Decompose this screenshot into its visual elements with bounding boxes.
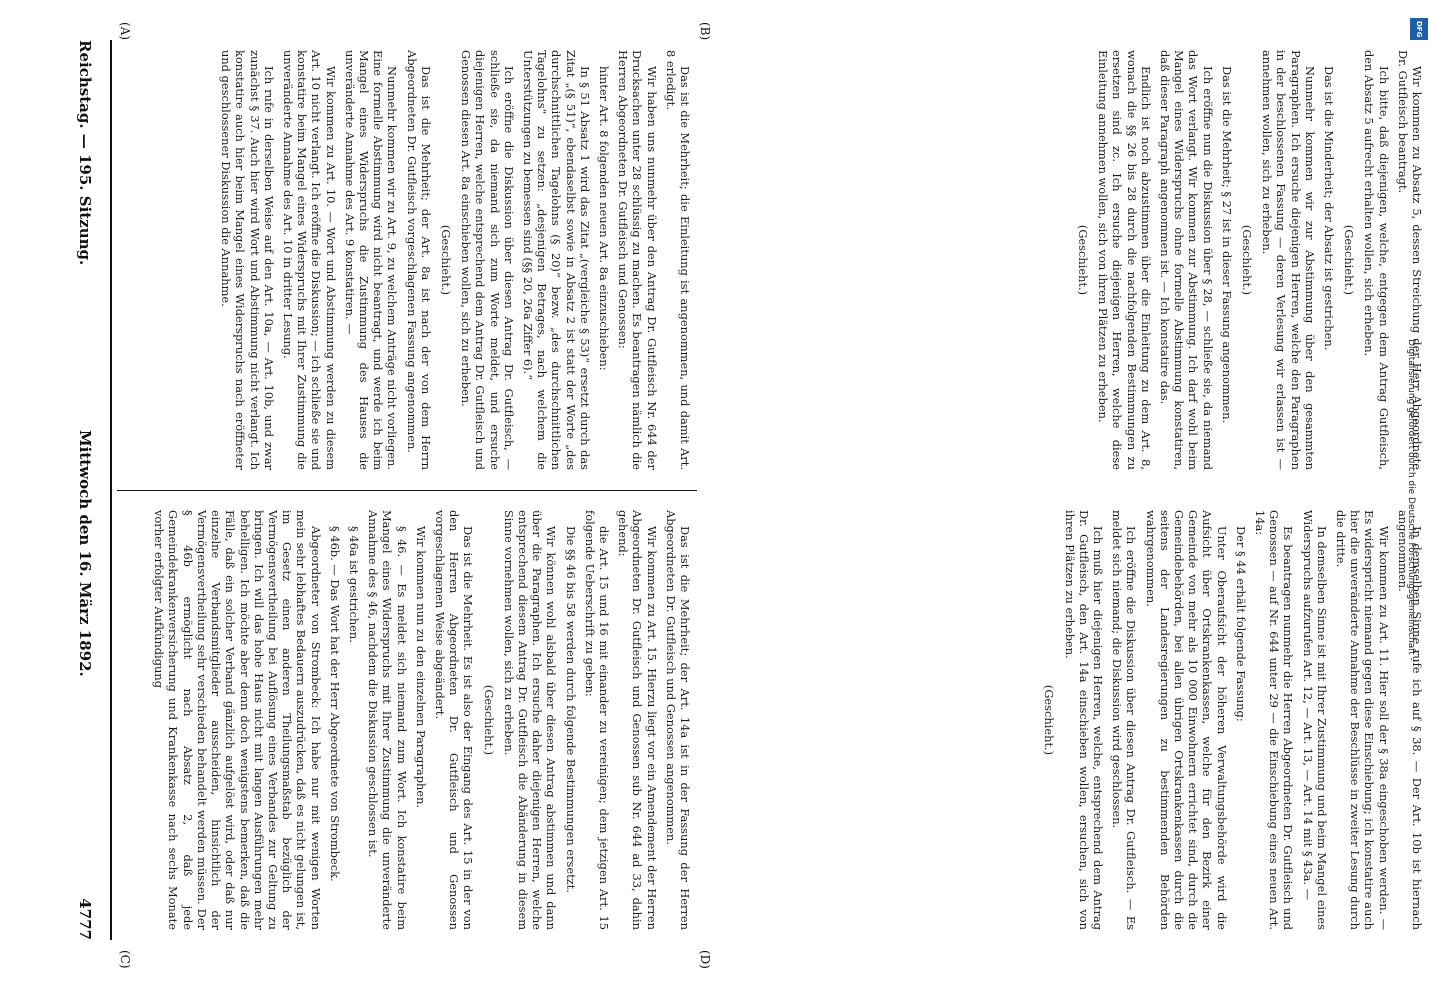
paragraph: (Geschieht.)	[1239, 224, 1254, 296]
paragraph: Wir kommen zu Art. 11. Hier soll der § 38a eingeschoben werden. — Es widerspricht niemand gegen diese Einschiebung; ich konstatire auch hier die unveränderte Annahme der Beschlüsse in zweiter Lesung durch die dritte.	[1333, 510, 1391, 930]
right-column-top	[704, 510, 1424, 930]
margin-mark-c: (C)	[118, 950, 132, 969]
paragraph: Wir haben uns nunmehr über den Antrag Dr. Gutfleisch Nr. 644 der Drucksachen unter 28 schlüssig zu machen. Es beantragen nämlich die Herren Abgeordneten Dr. Gutfleisch und Genossen:	[616, 50, 659, 470]
paragraph: Wir können wohl alsbald über diesen Antrag abstimmen und dann über die Paragraphen. Ich ersuche daher diejenigen Herren, welche entsprechend diesem Antrag Dr. Gutfleisch die Abänderung in diesem Sinne vornehmen wollen, sich zu erheben.	[501, 510, 559, 930]
paragraph: Wir kommen zu Absatz 5, dessen Streichung der Herr Abgeordnete Dr. Gutfleisch beantragt.	[1395, 50, 1424, 470]
paragraph: Abgeordneter von Strombeck: Ich habe nur mit wenigen Worten mein sehr lebhaftes Bedauern auszudrücken, daß es nicht gelungen ist, im Gesetz einen anderen Theilungsmaßstab bezüglich der Vermögensvertheilung bei Auflösung eines Verbandes zur Geltung zu bringen. Ich will das hohe Haus nicht mit langen Ausführungen mehr behelligen. Ich möchte aber denn doch wenigstens bemerken, daß die Fälle, daß ein solcher Verband gänzlich aufgelöst wird, oder daß nur einzelne Verbandsmitglieder ausscheiden, hinsichtlich der Vermögensvertheilung sehr verschieden behandelt werden müssen. Der § 46b ermöglicht nach Absatz 2, daß jede Gemeindekrankenversicherung und Krankenkasse nach sechs Monate vorher erfolgter Aufkündigung	[152, 510, 323, 930]
paragraph: Ich bitte, daß diejenigen, welche, entgegen dem Antrag Gutfleisch, den Absatz 5 aufrecht erhalten wollen, sich erheben.	[1362, 50, 1391, 470]
paragraph: Endlich ist noch abzustimmen über die Einleitung zu dem Art. 8, wonach die §§ 26 bis 28 durch die nachfolgenden Bestimmungen zu ersetzen sind zc. Ich ersuche diejenigen Herren, welche diese Einleitung annehmen wollen, sich von ihren Plätzen zu erheben.	[1096, 50, 1153, 470]
paragraph: Ich eröffne nun die Diskussion über § 28, — schließe sie, da niemand das Wort verlangt. Wir kommen zur Abstimmung. Ich darf wohl beim Mangel eines Widerspruchs ohne formelle Abstimmung konstatiren, daß dieser Paragraph angenommen ist. — Ich konstatire das.	[1157, 50, 1215, 470]
left-column-top	[704, 50, 1424, 470]
paragraph: Ich muß hier diejenigen Herren, welche, entsprechend dem Antrag Dr. Gutfleisch, den Art. 14a einschieben wollen, ersuchen, sich von ihren Plätzen zu erheben.	[1062, 510, 1105, 930]
page-header	[64, 40, 104, 940]
paragraph: Es beantragen nunmehr die Herren Abgeordneten Dr. Gutfleisch und Genossen — auf Nr. 644 unter 29 — die Einschiebung eines neuen Art. 14a:	[1252, 510, 1296, 930]
paragraph: Wir kommen zu Art. 15. Hierzu liegt vor ein Amendement der Herren Abgeordneten Dr. Gutfleisch und Genossen sub Nr. 644 ad 33, dahin gehend:	[616, 510, 659, 930]
paragraph: (Geschieht.)	[438, 224, 453, 296]
paragraph: (Geschieht.)	[1342, 224, 1357, 296]
header-date: Mittwoch den 16. März 1892.	[76, 430, 94, 677]
margin-mark-b: (B)	[698, 22, 712, 41]
paragraph: Nunmehr kommen wir zur Abstimmung über den gesammten Paragraphen. Ich ersuche diejenigen Herren, welche den Paragraphen in der beschlossenen Fassung — deren Verlesung wir erlassen ist — annehmen wollen, sich zu erheben.	[1260, 50, 1317, 470]
header-session: Reichstag. — 195. Sitzung.	[76, 40, 94, 266]
paragraph: § 46. — Es meldet sich niemand zum Wort. Ich konstatire beim Mangel eines Widerspruchs mit Ihrer Zustimmung die unveränderte Annahme des § 46, nachdem die Diskussion geschlossen ist.	[366, 510, 409, 930]
paragraph: Das ist die Mehrheit. Es ist also der Eingang des Art. 15 in der von den Herren Abgeordneten Dr. Gutfleisch und Genossen vorgeschlagenen Weise abgeändert.	[432, 510, 476, 930]
margin-mark-d: (D)	[698, 950, 712, 969]
paragraph: hinter Art. 8 folgenden neuen Art. 8a einzuschieben:	[596, 66, 611, 371]
left-column-bottom	[117, 50, 692, 470]
paragraph: Das ist die Mehrheit; § 27 ist in dieser Fassung angenommen.	[1219, 66, 1234, 424]
paragraph: Die §§ 46 bis 58 werden durch folgende Bestimmungen ersetzt.	[563, 526, 578, 893]
paragraph: Wir kommen zu Art. 10. — Wort und Abstimmung werden zu diesem Art. 10 nicht verlangt. Ich eröffne die Diskussion; — ich schließe sie und konstatire beim Mangel eines Widerspruchs mit Ihrer Zustimmung die unveränderte Annahme des Art. 10 in dritter Lesung.	[280, 50, 338, 470]
paragraph: In demselben Sinne rufe ich auf § 38. — Der Art. 10b ist hiernach angenommen.	[1395, 510, 1424, 930]
paragraph: Das ist die Mehrheit; der Art. 14a ist in der Fassung der Herren Abgeordneten Dr. Gutfleisch und Genossen angenommen.	[663, 510, 692, 930]
paragraph: Das ist die Mehrheit; der Art. 8a ist nach der von dem Herrn Abgeordneten Dr. Gutfleisch vorgeschlagenen Fassung angenommen.	[404, 50, 433, 470]
paragraph: In § 51 Absatz 1 wird das Zitat „(vergleiche § 53)“ ersetzt durch das Zitat „(§ 51)“, ebendaselbst sowie in Absatz 2 ist statt der Worte „des durchschnittlichen Tagelohns (§ 20)“ bezw. „des durchschnittlichen Tagelohns“ zu setzen: „desjenigen Betrages, nach welchem die Unterstützungen zu bemessen sind (§§ 20, 26a Ziffer 6).“	[520, 50, 592, 470]
paragraph: (Geschieht.)	[481, 684, 496, 756]
header-rule	[110, 40, 112, 940]
paragraph: Der § 44 erhält folgende Fassung:	[1233, 526, 1248, 722]
right-column-bottom	[117, 510, 692, 930]
paragraph: Ich rufe in derselben Weise auf den Art. 10a, — Art. 10b, und zwar zunächst § 37. Auch hier wird Wort und Abstimmung nicht verlangt. Ich konstatire auch hier beim Mangel eines Widerspruchs nach eröffneter und geschlossener Diskussion die Annahme.	[219, 50, 276, 470]
paragraph: In demselben Sinne ist mit Ihrer Zustimmung und beim Mangel eines Widerspruchs aufzurufen Art. 12, — Art. 13, — Art. 14 mit § 43a. —	[1300, 510, 1329, 930]
paragraph: (Geschieht.)	[1075, 224, 1090, 296]
paragraph: Ich eröffne die Diskussion über diesen Antrag Dr. Gutfleisch, — schließe sie, da niemand sich zum Worte meldet, und ersuche diejenigen Herren, welche entsprechend dem Antrag Dr. Gutfleisch und Genossen diesen Art. 8a einschieben wollen, sich zu erheben.	[459, 50, 516, 470]
paragraph: die Art. 15 und 16 mit einander zu vereinigen; dem jetzigen Art. 15 folgende Ueberschrift zu geben:	[582, 510, 611, 930]
paragraph: § 46b. — Das Wort hat der Herr Abgeordnete von Strombeck.	[327, 526, 342, 882]
paragraph: Nunmehr kommen wir zu Art. 9, zu welchem Anträge nicht vorliegen. Eine formelle Abstimmung wird nicht beantragt, und werde ich beim Mangel eines Widerspruchs die Zustimmung des Hauses die unveränderte Annahme des Art. 9 konstatiren. —	[342, 50, 400, 470]
column-divider	[117, 490, 697, 491]
paragraph: Das ist die Mehrheit; die Einleitung ist angenommen, und damit Art. 8 erledigt.	[663, 50, 692, 470]
paragraph: Unter Oberaufsicht der höheren Verwaltungsbehörde wird die Aufsicht über Ortskrankenkassen, welche für den Bezirk einer Gemeinde von mehr als 10 000 Einwohnern errichtet sind, durch die Gemeindebehörden, bei allen übrigen Ortskrankenkassen durch die seitens der Landesregierungen zu bestimmenden Behörden wahrgenommen.	[1143, 510, 1229, 930]
margin-mark-a: (A)	[118, 22, 132, 41]
paragraph: Ich eröffne die Diskussion über diesen Antrag Dr. Gutfleisch. — Es meldet sich niemand; die Diskussion wird geschlossen.	[1110, 510, 1139, 930]
paragraph: Das ist die Minderheit; der Absatz ist gestrichen.	[1321, 66, 1336, 351]
paragraph: (Geschieht.)	[1042, 684, 1057, 756]
paragraph: Wir kommen nun zu den einzelnen Paragraphen.	[413, 526, 428, 809]
digitization-credit: Digitalisierung gefördert durch die Deutsche Forschungsgemeinschaft -	[1406, 339, 1416, 661]
paragraph: § 46a ist gestrichen.	[346, 526, 361, 643]
dfg-logo: DFG	[1410, 18, 1428, 40]
page-number: 4777	[76, 898, 94, 940]
